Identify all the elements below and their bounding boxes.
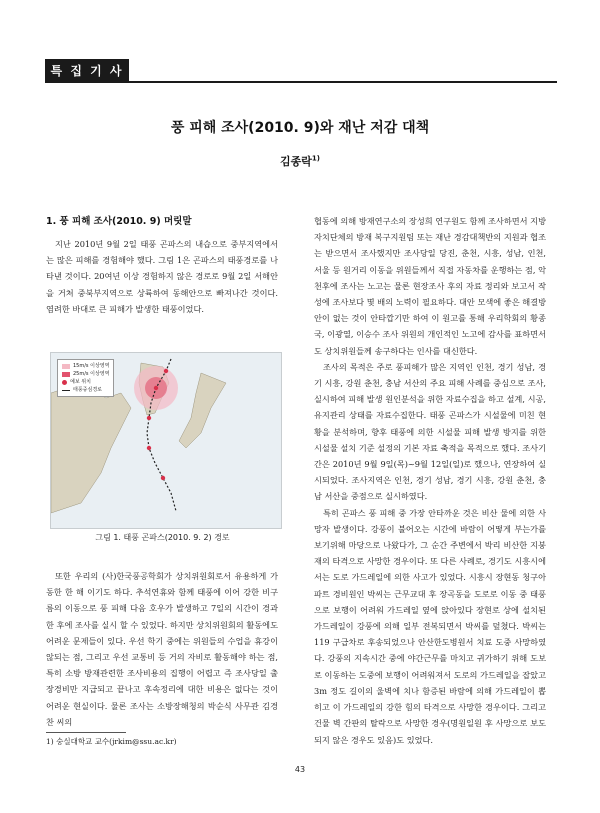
track-point [147, 446, 151, 450]
left-column-top [46, 236, 278, 317]
author-text: 김종락 [280, 155, 312, 168]
legend-item [62, 378, 109, 386]
paragraph: 또한 우리의 (사)한국풍공학회가 상치위원회로서 유용하게 가동한 한 해 이기도 하다. 추석연휴와 함께 태풍에 이어 강한 비구름의 이동으로 풍 피해 다음 호우가 발생하고 7일의 시간이 경과한 후에 조사를 실시 할 수 있었다. 하지만 상치위원회의 활동에도 어려운 문제들이 있다. 우선 학기 중에는 위원들의 수업을 휴강이 않되는 점, 그리고 우선 교통비 등 거의 자비로 활동해야 하는 점, 특히 소방 방재관련한 조사비용의 집행이 어렵고 즉 조사당일 출장경비만 지급되고 끝나고 후속정리에 대한 비용은 없다는 것이 어려운 현실이다. 물론 조사는 소방장해청의 박순식 사무관 김경찬 씨의 [46, 571, 278, 727]
paragraph: 특히 곤파스 풍 피해 중 가장 안타까운 것은 비산 물에 의한 사망자 발생이다. 강풍이 불어오는 시간에 바람이 어떻게 부는가를 보기위해 마당으로 나왔다가, 그 순간 주변에서 박리 비산한 지붕재의 타격으로 사망한 경우이다. 또 다른 사례로, 경기도 시흥시에서는 도로 가드레일에 의한 사고가 있었다. 시흥시 장현동 청구아파트 경비원인 박씨는 근무교대 후 장곡동을 도로로 이동 중 태풍으로 보행이 어려워 가드레일 옆에 앉아있다 장현로 상에 설치된 가드레일이 강풍에 의해 일부 전복되면서 박씨를 덮쳤다. 박씨는 119 구급차로 후송되었으나 안산한도병원서 치료 도중 사망하였다. 강풍의 지속시간 중에 야간근무를 마치고 귀가하기 위해 도보로 이동하는 도중에 보행이 어려워져서 도로의 가드레일을 잡았고 3m 정도 길이의 울벽에 치나 함증된 바람에 의해 가드레일이 뽑히고 이 가드레일의 강한 힘의 타격으로 사망한 경우이다. 그리고 건물 벽 간판의 탈락으로 사망한 경우(명원일원 후 사망으로 보도되지 않은 경우도 있음)도 있었다. [314, 507, 546, 745]
right-column [314, 213, 546, 748]
track-point [147, 416, 151, 420]
paragraph: 조사의 목적은 주로 풍피해가 많은 지역인 인천, 경기 성남, 경기 시흥, 강원 춘천, 충남 서산의 주요 피해 사례를 중심으로 조사, 실시하여 피해 발생 원인분석을 위한 자료수집을 하고 설계, 시공, 유지관리 상태를 자료수집한다. 태풍 곤파스가 시설물에 미친 현황을 분석하며, 향후 태풍에 의한 시설물 피해 발생 방지를 위한 시설물 설치 기준 설정의 기본 자료 축적을 목적으로 했다. 조사기간은 2010년 9월 9일(목)~9월 12일(일)로 했으나, 연장하여 실시되었다. 조사지역은 인천, 경기 성남, 경기 시흥, 강원 춘천, 충남 서산을 중점으로 실시하였다. [314, 361, 546, 502]
typhoon-track-figure [50, 352, 282, 529]
map-legend [57, 359, 114, 397]
legend-swatch [62, 390, 70, 391]
header-rule [45, 81, 557, 83]
footnote-rule [46, 732, 126, 733]
legend-label: 태풍중심경로 [73, 387, 102, 393]
legend-label: 예보 위치 [70, 379, 91, 385]
figure-caption: 그림 1. 태풍 곤파스(2010. 9. 2) 경로 [95, 533, 230, 542]
footnote: 1) 숭실대학교 교수(jrkim@ssu.ac.kr) [46, 737, 177, 746]
paragraph: 협동에 의해 방재연구소의 장성희 연구원도 함께 조사하면서 지방자치단체의 방재 복구지원팀 또는 재난 경감대책반의 지원과 협조는 받으면서 조사했지만 조사당일 당진, 춘천, 시흥, 성남, 인천, 서울 등 원거리 이동을 위원들께서 직접 자동차를 운행하는 점, 악천후에 조사는 노고는 물론 현장조사 후의 자료 정리와 보고서 작성에 조사보다 몇 배의 노력이 필요하다. 대안 모색에 좋은 해결방안이 없는 것이 안타깝기만 하여 이 원고를 통해 우리학회의 황종국, 이광열, 이승수 조사 위원의 개인적인 노고에 감사를 표하면서도 상치위원들께 송구하다는 인사를 대신한다. [314, 216, 546, 356]
legend-swatch [62, 380, 67, 385]
left-column-bottom [46, 568, 278, 730]
legend-swatch [62, 372, 70, 377]
section-heading: 1. 풍 피해 조사(2010. 9) 머릿말 [46, 216, 192, 227]
legend-item [62, 370, 109, 378]
legend-label: 25m/s 이상영역 [73, 371, 110, 377]
paragraph: 지난 2010년 9월 2일 태풍 곤파스의 내습으로 중부지역에서는 많은 피해를 경험해야 했다. 그림 1은 곤파스의 태풍경로를 나타낸 것이다. 20여년 이상 경험하지 않은 경로로 9월 2일 서해안을 거쳐 중북부지역으로 상륙하여 동해안으로 빠져나간 것이다. 염려한 바대로 큰 피해가 발생한 태풍이었다. [46, 239, 278, 314]
author-name [280, 153, 320, 169]
track-point [154, 386, 158, 390]
legend-swatch [62, 364, 70, 369]
section-tag: 특 집 기 사 [45, 59, 129, 81]
legend-item [62, 362, 109, 370]
page-number: 43 [294, 765, 306, 774]
author-footnote-mark: 1) [311, 154, 320, 163]
track-point [164, 369, 168, 373]
legend-label: 15m/s 이상영역 [73, 363, 110, 369]
legend-item [62, 386, 109, 394]
track-point [161, 476, 165, 480]
article-title: 풍 피해 조사(2010. 9)와 재난 저감 대책 [170, 120, 430, 136]
